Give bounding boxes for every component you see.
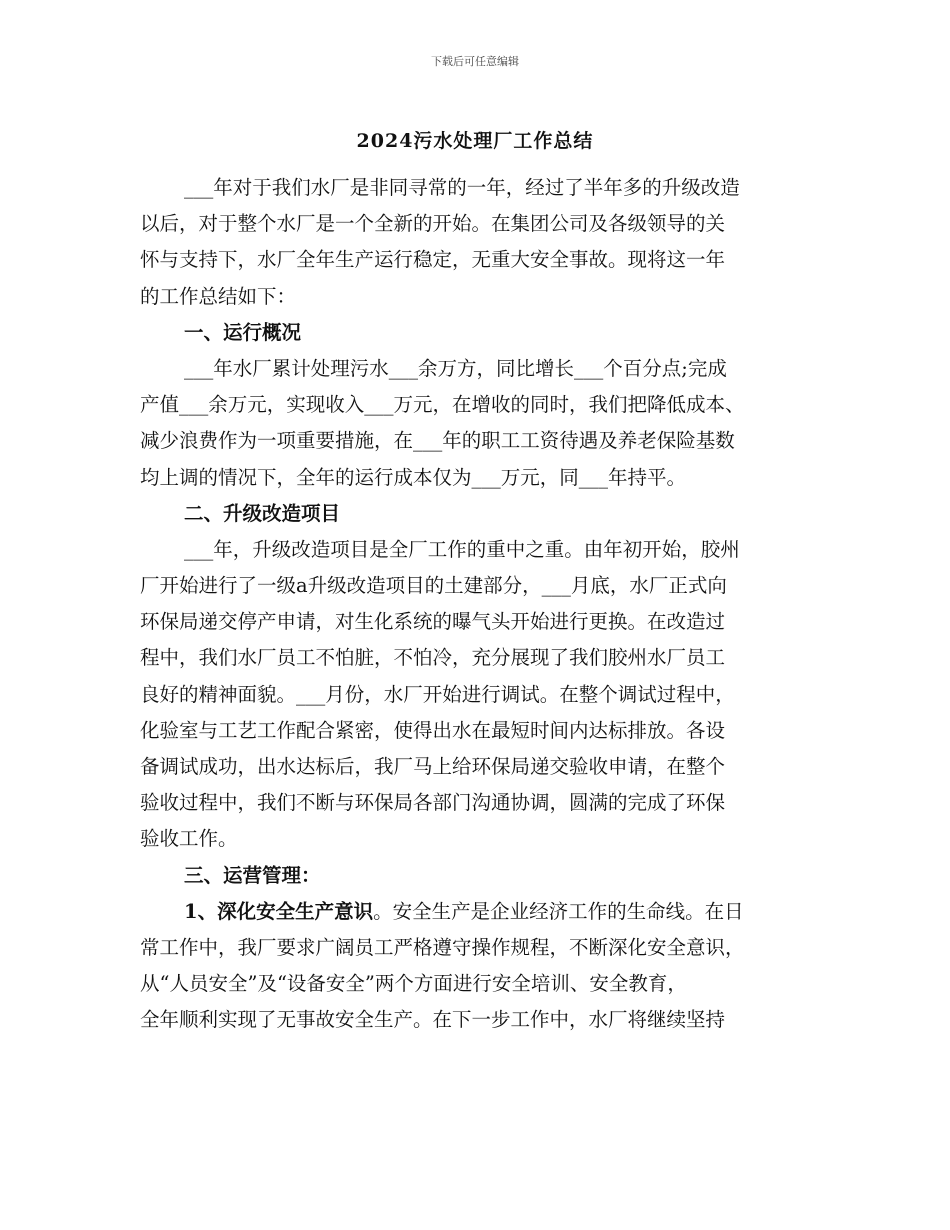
paragraph-line: ___年水厂累计处理污水___余万方，同比增长___个百分点;完成 — [184, 356, 727, 380]
paragraph-line: 全年顺利实现了无事故安全生产。在下一步工作中，水厂将继续坚持 — [140, 1008, 726, 1032]
paragraph-line: 从“人员安全”及“设备安全”两个方面进行安全培训、安全教育， — [140, 972, 687, 996]
paragraph-line: 的工作总结如下： — [140, 284, 297, 308]
page-header-note: 下载后可任意编辑 — [431, 55, 519, 68]
section-heading-operations-overview: 一、运行概况 — [184, 320, 302, 344]
paragraph-line: 均上调的情况下，全年的运行成本仅为___万元，同___年持平。 — [140, 465, 687, 489]
paragraph-line: 化验室与工艺工作配合紧密，使得出水在最短时间内达标排放。各设 — [140, 718, 726, 742]
document-title: 2024污水处理厂工作总结 — [356, 130, 594, 152]
document-body — [140, 170, 820, 1039]
paragraph-line-text: 。安全生产是企业经济工作的生命线。在日 — [373, 899, 744, 923]
paragraph-line: 验收过程中，我们不断与环保局各部门沟通协调，圆满的完成了环保 — [140, 791, 726, 815]
paragraph-line: 程中，我们水厂员工不怕脏，不怕冷，充分展现了我们胶州水厂员工 — [140, 646, 726, 670]
paragraph-line: 减少浪费作为一项重要措施，在___年的职工工资待遇及养老保险基数 — [140, 429, 735, 453]
paragraph-line: 产值___余万元，实现收入___万元，在增收的同时，我们把降低成本、 — [140, 393, 745, 417]
paragraph-line: 常工作中，我厂要求广阔员工严格遵守操作规程，不断深化安全意识， — [140, 935, 745, 959]
section-heading-operations-management: 三、运营管理： — [184, 863, 321, 887]
paragraph-line: ___年，升级改造项目是全厂工作的重中之重。由年初开始，胶州 — [184, 537, 740, 561]
paragraph-line: 备调试成功，出水达标后，我厂马上给环保局递交验收申请，在整个 — [140, 755, 726, 778]
section-heading-upgrade-project: 二、升级改造项目 — [184, 501, 341, 525]
paragraph-line: 验收工作。 — [140, 827, 238, 851]
paragraph-line: 以后，对于整个水厂是一个全新的开始。在集团公司及各级领导的关 — [140, 212, 726, 236]
paragraph-line — [140, 894, 820, 930]
paragraph-line: 良好的精神面貌。___月份，水厂开始进行调试。在整个调试过程中， — [140, 682, 735, 706]
paragraph-line: 环保局递交停产申请，对生化系统的曝气头开始进行更换。在改造过 — [140, 610, 726, 634]
subheading-safety-awareness: 1、深化安全生产意识 — [184, 899, 374, 923]
paragraph-line: ___年对于我们水厂是非同寻常的一年，经过了半年多的升级改造 — [184, 176, 740, 199]
paragraph-line: 怀与支持下，水厂全年生产运行稳定，无重大安全事故。现将这一年 — [140, 248, 726, 272]
paragraph-line: 厂开始进行了一级a升级改造项目的土建部分，___月底，水厂正式向 — [140, 574, 727, 598]
